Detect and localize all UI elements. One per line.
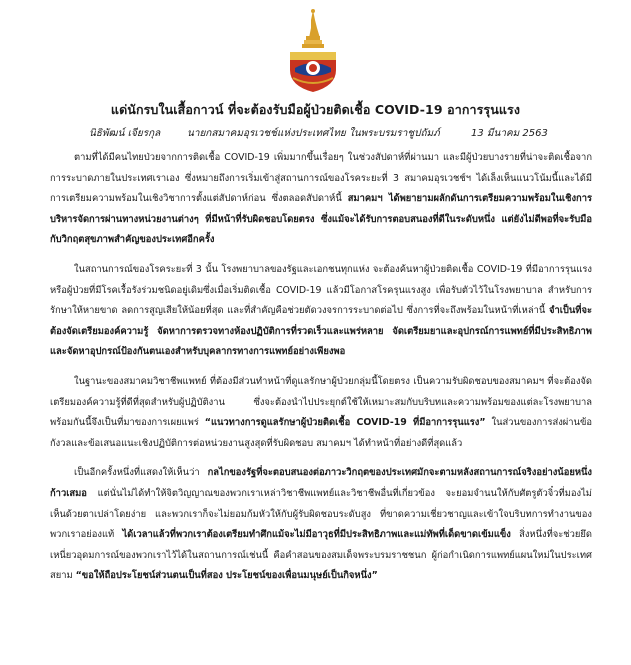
publish-date: 13 มีนาคม 2563 bbox=[471, 128, 548, 139]
paragraph-3 bbox=[50, 372, 592, 454]
paragraph-3-bold: “แนวทางการดูแลรักษาผู้ป่วยติดเชื้อ COVID-19 ที่มีอาการรุนแรง” bbox=[204, 417, 486, 429]
paragraph-4-text-2: แต่นั่นไม่ได้ทำให้จิตวิญญาณของพวกเราเหล่าวิชาชีพแพทย์และวิชาชีพอื่นที่เกี่ยวข้อง จะยอมจำนนให้กับศัตรูตัวจิ๋วที่มองไม่เห็นด้วยตาเปล่าโดยง่าย และพวกเราก็จะไม่ยอมก้มหัวให้กับผู้รับผิดชอบระดับสูง ที่ขาดความเชี่ยวชาญและเข้าใจบริบทการทำงานของพวกเราอย่องแท้ bbox=[50, 487, 592, 541]
author-name: นิธิพัฒน์ เจียรกุล bbox=[89, 128, 161, 139]
paragraph-2-text: ในสถานการณ์ของโรคระยะที่ 3 นั้น โรงพยาบาลของรัฐและเอกชนทุกแห่ง จะต้องค้นหาผู้ป่วยติดเชื้อ COVID-19 ที่มีอาการรุนแรง หรือผู้ป่วยที่มีโรคเรื้อรังร่วมชนิดอยู่เดิมซึ่งเมื่อเริ่มติดเชื้อ COVID-19 แล้วมีโอกาสโรครุนแรงสูง เพื่อรับตัวไว้ในโรงพยาบาล สำหรับการรักษาให้หายขาด ลดการสูญเสียให้น้อยที่สุด และที่สำคัญคือช่วยตัดวงจรการระบาดต่อไป ซึ่งการที่จะถึงพร้อมในหน้าที่เหล่านี้ bbox=[50, 263, 592, 317]
paragraph-1-bold: สมาคมฯ ได้พยายามผลักดันการเตรียมความพร้อมในเชิงการบริหารจัดการผ่านทางหน่วยงานต่างๆ ที่มีหน้าที่รับผิดชอบโดยตรง ซึ่งแม้จะได้รับการตอบสนองที่ดีในระดับหนึ่ง แต่ยังไม่ดีพอที่จะรับมือกับวิกฤตสุขภาพสำคัญของประเทศอีกครั้ง bbox=[50, 193, 592, 246]
paragraph-3-text: ในฐานะของสมาคมวิชาชีพแพทย์ ที่ต้องมีส่วนทำหน้าที่ดูแลรักษาผู้ป่วยกลุ่มนี้โดยตรง เป็นความรับผิดชอบของสมาคมฯ ที่จะต้องจัดเตรียมองค์ความรู้ที่ดีที่สุดสำหรับผู้ปฏิบัติงาน ซึ่งจะต้องนำไปประยุกต์ใช้ให้เหมาะสมกับบริบทและความพร้อมของแต่ละโรงพยาบาล พร้อมกันนี้จึงเป็นที่มาของการเผยแพร่ bbox=[50, 375, 592, 429]
page-title: แด่นักรบในเสื้อกาวน์ ที่จะต้องรับมือผู้ป่วยติดเชื้อ COVID-19 อาการรุนแรง bbox=[110, 102, 521, 117]
association-emblem-logo bbox=[287, 8, 339, 94]
paragraph-4-bold-1: กลไกของรัฐที่จะตอบสนองต่อภาวะวิกฤตของประเทศมักจะตามหลังสถานการณ์จริงอย่างน้อยหนึ่งก้าวเสมอ bbox=[50, 467, 592, 499]
author-position: นายกสมาคมอุรเวชช์แห่งประเทศไทย ในพระบรมราชูปถัมภ์ bbox=[187, 128, 440, 139]
paragraph-4-quote: “ขอให้ถือประโยชน์ส่วนตนเป็นที่สอง ประโยชน์ของเพื่อนมนุษย์เป็นกิจหนึ่ง” bbox=[75, 570, 378, 582]
paragraph-1-text: ตามที่ได้มีคนไทยป่วยจากการติดเชื้อ COVID-19 เพิ่มมากขึ้นเรื่อยๆ ในช่วงสัปดาห์ที่ผ่านมา และมีผู้ป่วยบางรายที่น่าจะติดเชื้อจากการระบาดภายในประเทศเราเอง ซึ่งหมายถึงการเริ่มเข้าสู่สถานการณ์ของโรคระยะที่ 3 สมาคมอุรเวชช์ฯ ได้เล็งเห็นแนวโน้มนี้และได้มีการเตรียมความพร้อมในเชิงวิชาการตั้งแต่สัปดาห์ก่อน ซึ่งตลอดสัปดาห์นี้ bbox=[50, 152, 592, 205]
article-body bbox=[50, 148, 592, 596]
paragraph-4-text: เป็นอีกครั้งหนึ่งที่แสดงให้เห็นว่า bbox=[74, 467, 208, 479]
paragraph-1 bbox=[50, 148, 592, 251]
paragraph-3-text-end: ในส่วนของการส่งผ่านข้อกังวลและข้อเสนอแนะเชิงปฏิบัติการต่อหน่วยงานสูงสุดที่รับผิดชอบ สมาคมฯ ได้ทำหน้าที่อย่างดีที่สุดแล้ว bbox=[50, 417, 592, 449]
paragraph-2 bbox=[50, 260, 592, 363]
paragraph-4-text-3: สิ่งหนึ่งที่จะช่วยยึดเหนี่ยวอุดมการณ์ของพวกเราไว้ได้ในสถานการณ์เช่นนี้ คือคำสอนของสมเด็จพระบรมราชชนก ผู้ก่อกำเนิดการแพทย์แผนใหม่ในประเทศสยาม bbox=[50, 529, 592, 582]
paragraph-4-bold-2: ได้เวลาแล้วที่พวกเราต้องเตรียมทำศึกแม้จะไม่มีอาวุธที่มีประสิทธิภาพและแม่ทัพที่เด็ดขาดเข้มแข็ง bbox=[122, 529, 511, 541]
paragraph-2-bold: จำเป็นที่จะต้องจัดเตรียมองค์ความรู้ จัดหาการตรวจทางห้องปฏิบัติการที่รวดเร็วและแพร่หลาย จัดเตรียมยาและอุปกรณ์การแพทย์ที่มีประสิทธิภาพ และจัดหาอุปกรณ์ป้องกันตนเองสำหรับบุคลากรทางการแพทย์อย่างเพียงพอ bbox=[50, 305, 592, 358]
paragraph-4 bbox=[50, 463, 592, 587]
